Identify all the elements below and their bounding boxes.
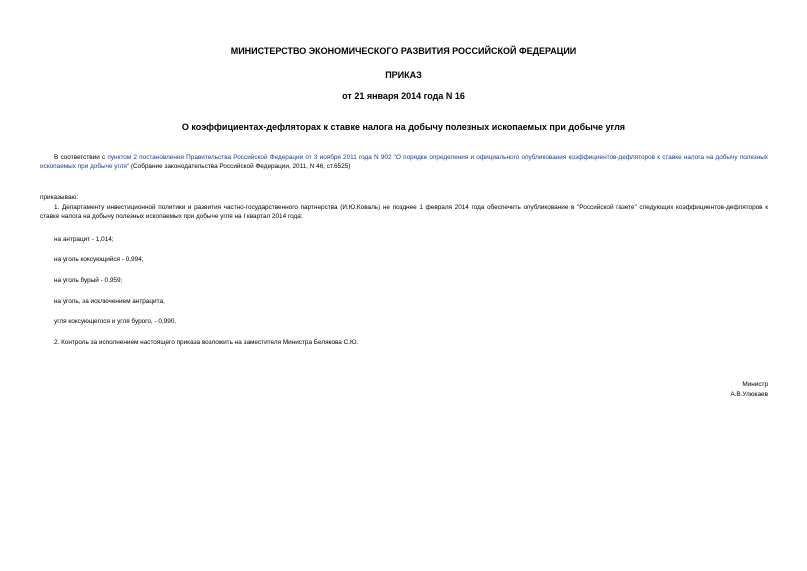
coefficient-coking-coal: на уголь коксующийся - 0,994;: [54, 256, 144, 263]
date-number-heading: от 21 января 2014 года N 16: [342, 91, 465, 101]
basis-suffix: (Собрание законодательства Российской Федерации, 2011, N 46, ст.6525): [129, 163, 351, 170]
order-item-2: 2. Контроль за исполнением настоящего приказа возложить на заместителя Министра Белякова С.Ю.: [54, 339, 359, 346]
coefficient-anthracite: на антрацит - 1,014;: [54, 236, 114, 243]
document-type-heading: ПРИКАЗ: [385, 70, 422, 80]
signature-position: Министр: [742, 381, 768, 388]
document-title: О коэффициентах-дефляторах к ставке налога на добычу полезных ископаемых при добыче угля: [181, 122, 626, 132]
basis-paragraph: [40, 153, 768, 171]
order-item-1: 1. Департаменту инвестиционной политики и развития частно-государственного партнерства (И.Ю.Коваль) не позднее 1 февраля 2014 года обеспечить опубликование в "Российской газете" следующих коэффициентов-дефляторов к ставке налога на добычу полезных ископаемых при добыче угля на I квартал 2014 года:: [40, 204, 768, 220]
coefficient-other-coal-line-1: на уголь, за исключением антрацита,: [54, 298, 165, 305]
orders-word: приказываю:: [40, 194, 78, 201]
signature-name: А.В.Улюкаев: [730, 391, 768, 398]
ministry-heading: МИНИСТЕРСТВО ЭКОНОМИЧЕСКОГО РАЗВИТИЯ РОССИЙСКОЙ ФЕДЕРАЦИИ: [230, 46, 577, 56]
basis-prefix: В соответствии с: [54, 154, 108, 161]
resolution-link[interactable]: пунктом 2 постановления Правительства Российской Федерации от 3 ноября 2011 года N 902 "О порядке определения и официального опубликования коэффициентов-дефляторов к ставке налога на добычу полезных ископаемых при добыче угля": [40, 154, 769, 170]
coefficient-brown-coal: на уголь бурый - 0,959;: [54, 277, 123, 284]
coefficient-other-coal-line-2: угля коксующегося и угля бурого, - 0,990.: [54, 318, 177, 325]
